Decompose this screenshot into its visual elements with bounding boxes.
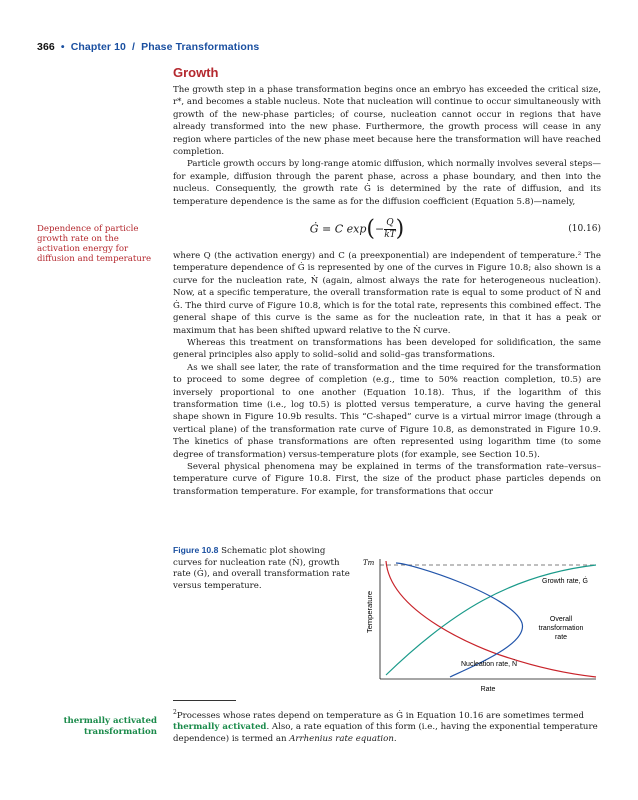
footnote-rule xyxy=(173,700,236,701)
figure-caption xyxy=(173,545,353,592)
figure-label: Figure 10.8 xyxy=(173,545,219,555)
footnote-marker: 2 xyxy=(173,709,177,716)
equation-numerator: Q xyxy=(384,218,395,230)
footnote-text-a: Processes whose rates depend on temperature as Ġ in Equation 10.16 are sometimes termed xyxy=(176,710,584,721)
overall-rate-label xyxy=(539,616,584,641)
chapter-title: Phase Transformations xyxy=(141,41,260,53)
footnote-italic: Arrhenius rate equation xyxy=(289,733,394,744)
paragraph: As we shall see later, the rate of transformation and the time required for the transformation to proceed to some degree of completion (e.g., time to 50% reaction completion, t0.5) are inversely proportional to one another (Equation 10.18). Thus, if the logarithm of this transformation time (i.e., log t0.5) is plotted versus temperature, a curve having the general shape shown in Figure 10.9b results. This “C-shaped” curve is a virtual mirror image (through a vertical plane) of the transformation rate curve of Figure 10.8, as demonstrated in Figure 10.9. The kinetics of phase transformations are often represented using logarithm time (to some degree of transformation) versus-temperature plots (for example, see Section 10.5). xyxy=(173,362,601,460)
page-header xyxy=(37,41,259,53)
figure-caption-text: Schematic plot showing curves for nucleation rate (Ṅ), growth rate (Ġ), and overall transformation rate versus temperature. xyxy=(173,546,350,591)
footnote xyxy=(173,707,601,745)
paragraph: The growth step in a phase transformation begins once an embryo has exceeded the critical size, r*, and becomes a stable nucleus. Note that nucleation will continue to occur simultaneously with growth of the new-phase particles; of course, nucleation cannot occur in regions that have already transformed into the new phase. Furthermore, the growth process will cease in any region where particles of the new phase meet because here the transformation will have reached completion. xyxy=(173,85,601,158)
y-axis-label: Temperature xyxy=(365,590,374,633)
equation-minus: − xyxy=(374,222,385,236)
section-title: Growth xyxy=(173,65,219,80)
header-separator-slash: / xyxy=(132,41,136,53)
paragraph: where Q (the activation energy) and C (a preexponential) are independent of temperature.² The temperature dependence of Ġ is represented by one of the curves in Figure 10.8; also shown is a curve for the nucleation rate, Ṅ (again, almost always the rate for heterogeneous nucleation). Now, at a specific temperature, the overall transformation rate is equal to some product of Ṅ and Ġ. The third curve of Figure 10.8, which is for the total rate, represents this combined effect. The general shape of this curve is the same as for the nucleation rate, in that it has a peak or maximum that has been shifted upward relative to the Ṅ curve. xyxy=(173,251,601,336)
growth-rate-label: Growth rate, Ġ xyxy=(542,578,588,585)
footnote-text-b: . Also, a rate equation of this form (i.e., having the exponential temperature dependence) is termed an xyxy=(173,722,598,744)
paragraph: Particle growth occurs by long-range atomic diffusion, which normally involves several steps—for example, diffusion through the parent phase, across a phase boundary, and then into the nucleus. Consequently, the growth rate Ġ is determined by the rate of diffusion, and its temperature dependence is the same as for the diffusion coefficient (Equation 5.8)—namely, xyxy=(173,159,601,207)
page-number: 366 xyxy=(37,41,55,53)
overall-label-line: Overall xyxy=(549,616,573,623)
footnote-margin-term: thermally activated transformation xyxy=(63,716,157,737)
overall-rate-curve xyxy=(396,563,523,677)
equation-fraction xyxy=(384,218,395,241)
equation-10-16: Ġ = C exp(− $\frac{Q}{kT}$ ) (10.16) xyxy=(309,215,601,241)
equation-lhs: Ġ = C exp xyxy=(309,222,367,236)
paragraph: Several physical phenomena may be explained in terms of the transformation rate–versus–temperature curve of Figure 10.8. First, the size of the product phase particles depends on transformation temperature. For example, for transformations that occur xyxy=(173,461,601,497)
tm-label: Tm xyxy=(363,559,375,567)
margin-note: Dependence of particle growth rate on the activation energy for diffusion and temperature xyxy=(37,224,152,264)
footnote-text-c: . xyxy=(393,733,397,744)
footnote-term: thermally activated xyxy=(173,722,267,733)
paragraph: Whereas this treatment on transformations has been developed for solidification, the same general principles also apply to solid–solid and solid–gas transformations. xyxy=(173,337,601,361)
overall-label-line: rate xyxy=(554,634,568,641)
body-text xyxy=(173,84,601,498)
header-separator-dot: • xyxy=(60,41,65,53)
equation-number: (10.16) xyxy=(568,223,601,234)
equation-denominator: kT xyxy=(384,229,396,240)
overall-label-line: transformation xyxy=(538,625,584,632)
x-axis-label: Rate xyxy=(480,686,496,693)
chapter-label: Chapter 10 xyxy=(70,41,126,53)
figure-10-8-plot xyxy=(360,553,600,693)
nucleation-rate-label: Nucleation rate, Ṅ xyxy=(461,661,518,668)
